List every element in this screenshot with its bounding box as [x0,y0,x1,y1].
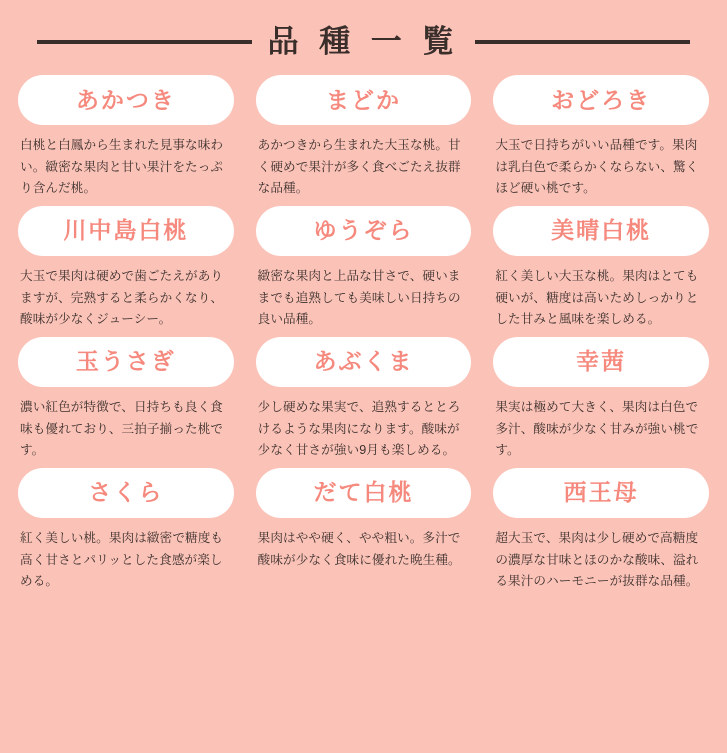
variety-name-pill [18,75,234,125]
variety-name-pill [256,337,472,387]
page-title: 品 種 一 覧 [267,24,460,59]
variety-name: 西王母 [563,479,639,506]
variety-description: 超大玉で、果肉は少し硬めで高糖度の濃厚な甘味とほのかな酸味、溢れる果汁のハーモニーが抜群な品種。 [495,530,699,589]
variety-description: 大玉で日持ちがいい品種です。果肉は乳白色で柔らかくならない、驚くほど硬い桃です。 [495,138,699,196]
variety-description: あかつきから生まれた大玉な桃。甘く硬めで果汁が多く食べごたえ抜群な品種。 [257,138,461,196]
variety-name-pill [18,468,234,518]
variety-name-pill [493,337,709,387]
variety-card [493,75,709,200]
variety-name: ゆうぞら [313,217,414,244]
variety-name: 美晴白桃 [551,217,652,244]
variety-name: あぶくま [313,348,414,375]
variety-name: さくら [88,479,164,506]
variety-description: 果実は極めて大きく、果肉は白色で多汁、酸味が少なく甘みが強い桃です。 [495,399,699,458]
variety-name-pill [256,206,472,256]
variety-name-pill [18,206,234,256]
variety-card [256,75,472,200]
variety-name-pill [493,75,709,125]
variety-card [493,206,709,331]
variety-card [256,468,472,593]
variety-description: 果肉はやや硬く、やや粗い。多汁で酸味が少なく食味に優れた晩生種。 [257,530,461,567]
variety-description: 紅く美しい大玉な桃。果肉はとても硬いが、糖度は高いためしっかりとした甘みと風味を楽しめる。 [495,268,699,327]
variety-description: 大玉で果肉は硬めで歯ごたえがありますが、完熟すると柔らかくなり、酸味が少なくジューシー。 [20,268,224,327]
variety-name-pill [256,75,472,125]
variety-description: 少し硬めな果実で、追熟するととろけるような果肉になります。酸味が少なく甘さが強い9月も楽しめる。 [257,399,461,458]
variety-card [18,468,234,593]
variety-name: あかつき [75,86,176,113]
variety-name: だて白桃 [313,479,414,506]
variety-card [18,206,234,331]
variety-name-pill [493,206,709,256]
header-rule-left [37,40,252,44]
variety-card [18,75,234,200]
variety-name: 川中島白桃 [63,217,189,244]
variety-name: まどか [325,86,401,113]
variety-name: おどろき [551,86,652,113]
variety-name: 幸茜 [576,348,627,375]
variety-description: 緻密な果肉と上品な甘さで、硬いままでも追熟しても美味しい日持ちの良い品種。 [257,268,461,327]
variety-description: 白桃と白鳳から生まれた見事な味わい。緻密な果肉と甘い果汁をたっぷり含んだ桃。 [20,138,224,196]
variety-card [493,337,709,462]
page-header [18,0,709,67]
header-rule-right [475,40,690,44]
variety-name: 玉うさぎ [75,348,176,375]
variety-name-pill [493,468,709,518]
variety-grid [18,67,709,593]
variety-name-pill [18,337,234,387]
variety-description: 濃い紅色が特徴で、日持ちも良く食味も優れており、三拍子揃った桃です。 [20,399,224,458]
variety-card [256,337,472,462]
variety-card [18,337,234,462]
variety-card [256,206,472,331]
variety-card [493,468,709,593]
variety-description: 紅く美しい桃。果肉は緻密で糖度も高く甘さとパリッとした食感が楽しめる。 [20,530,224,589]
variety-name-pill [256,468,472,518]
